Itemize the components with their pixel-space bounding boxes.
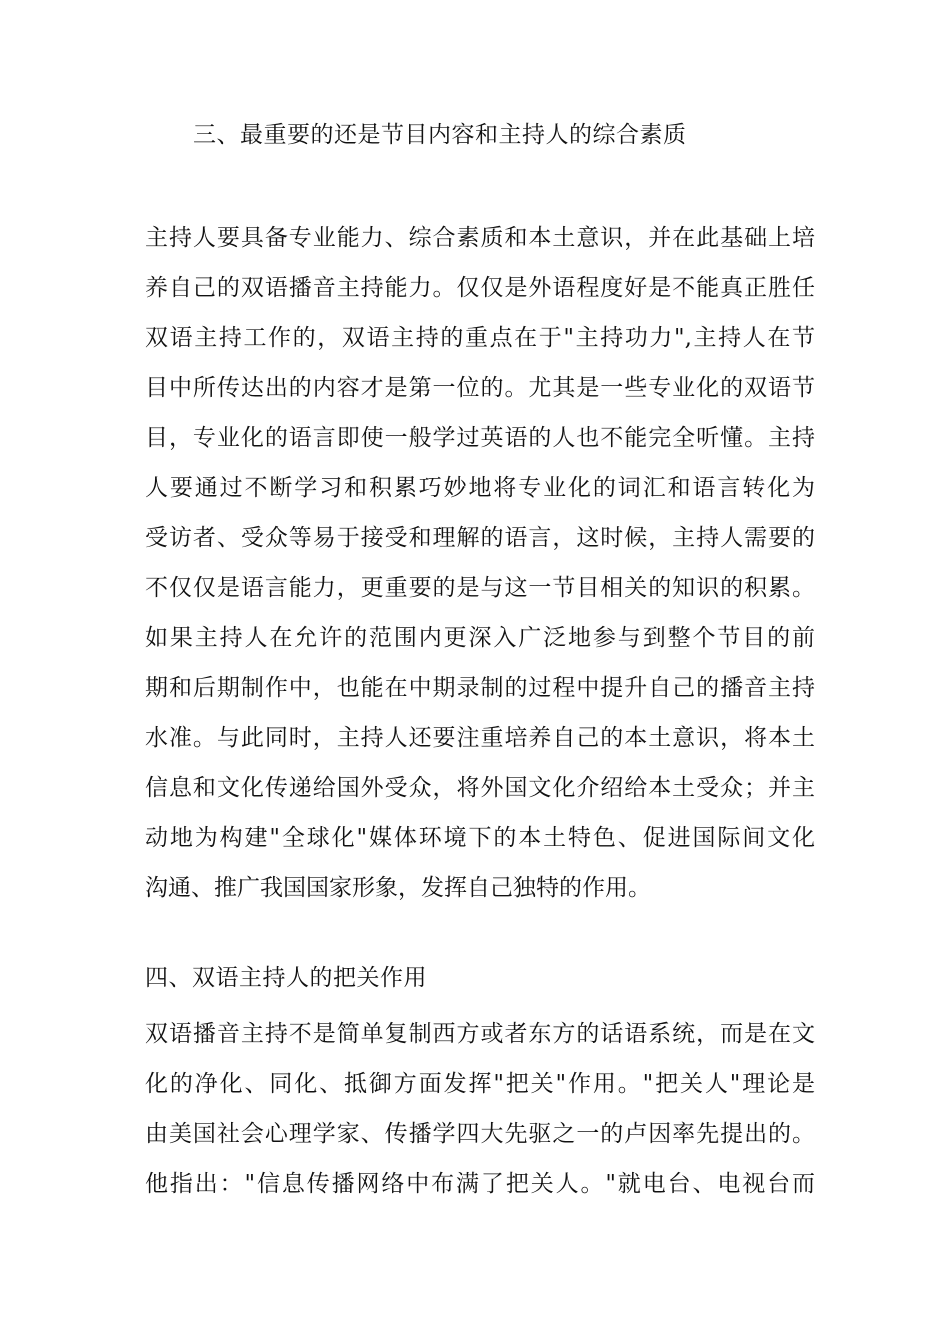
- paragraph-line: 目，专业化的语言即使一般学过英语的人也不能完全听懂。主持: [145, 425, 815, 451]
- paragraph-line: 期和后期制作中，也能在中期录制的过程中提升自己的播音主持: [145, 675, 815, 701]
- section-3-heading: 三、最重要的还是节目内容和主持人的综合素质: [193, 122, 687, 148]
- paragraph-line: 水准。与此同时，主持人还要注重培养自己的本土意识，将本土: [145, 725, 815, 751]
- section-4-heading: 四、双语主持人的把关作用: [145, 965, 427, 991]
- paragraph-line: 双语播音主持不是简单复制西方或者东方的话语系统，而是在文: [145, 1021, 815, 1047]
- paragraph-line: 信息和文化传递给国外受众，将外国文化介绍给本土受众；并主: [145, 775, 815, 801]
- paragraph-line: 如果主持人在允许的范围内更深入广泛地参与到整个节目的前: [145, 625, 815, 651]
- paragraph-line: 动地为构建"全球化"媒体环境下的本土特色、促进国际间文化: [145, 825, 815, 851]
- paragraph-line: 受访者、受众等易于接受和理解的语言，这时候，主持人需要的: [145, 525, 815, 551]
- paragraph-line: 目中所传达出的内容才是第一位的。尤其是一些专业化的双语节: [145, 375, 815, 401]
- section-4-paragraph: [145, 1009, 815, 1209]
- section-3-paragraph: [145, 213, 815, 913]
- paragraph-line: 养自己的双语播音主持能力。仅仅是外语程度好是不能真正胜任: [145, 275, 815, 301]
- paragraph-line: 他指出："信息传播网络中布满了把关人。"就电台、电视台而: [145, 1171, 815, 1197]
- paragraph-line: 由美国社会心理学家、传播学四大先驱之一的卢因率先提出的。: [145, 1121, 815, 1147]
- paragraph-line: 不仅仅是语言能力，更重要的是与这一节目相关的知识的积累。: [145, 575, 815, 601]
- paragraph-line: 沟通、推广我国国家形象，发挥自己独特的作用。: [145, 875, 651, 901]
- paragraph-line: 双语主持工作的，双语主持的重点在于"主持功力",主持人在节: [145, 325, 815, 351]
- paragraph-line: 主持人要具备专业能力、综合素质和本土意识，并在此基础上培: [145, 225, 815, 251]
- paragraph-line: 人要通过不断学习和积累巧妙地将专业化的词汇和语言转化为: [145, 475, 815, 501]
- paragraph-line: 化的净化、同化、抵御方面发挥"把关"作用。"把关人"理论是: [145, 1071, 815, 1097]
